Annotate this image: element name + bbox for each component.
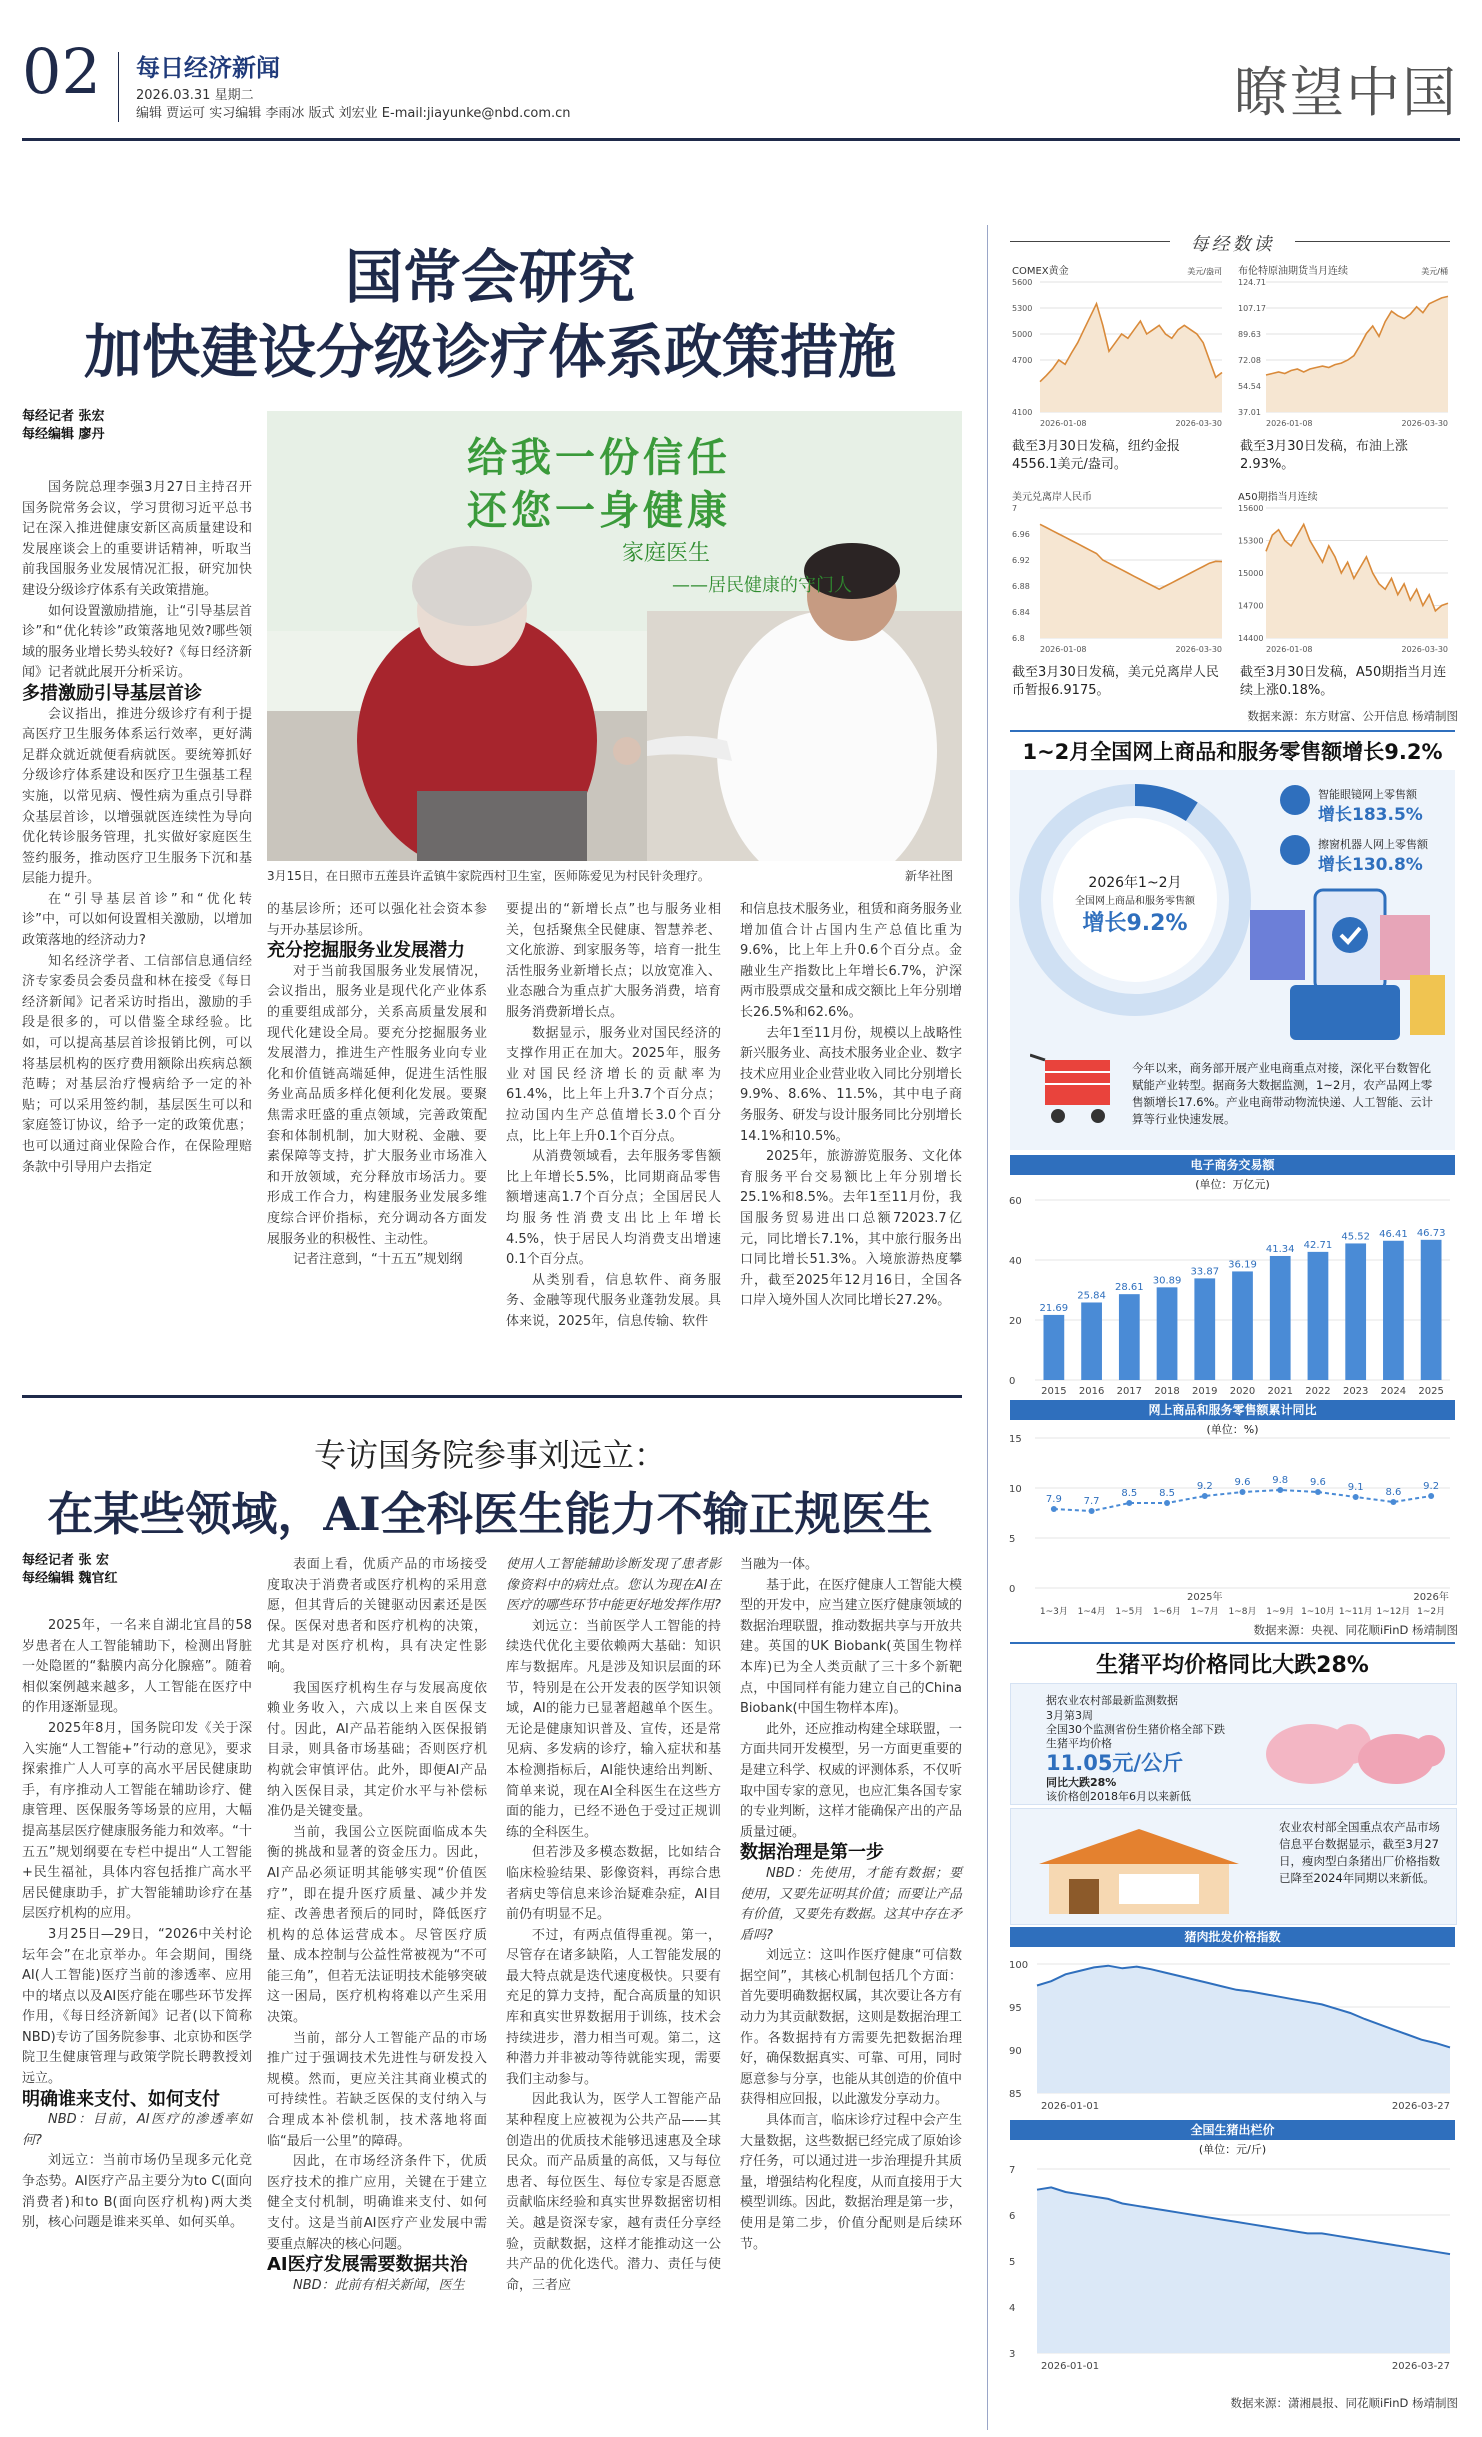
header-line-left — [1010, 241, 1170, 242]
brent-oil-chart — [1236, 262, 1456, 432]
data-point — [1240, 1489, 1246, 1495]
chart-title: COMEX黄金 — [1012, 266, 1069, 277]
data-point — [1089, 1508, 1095, 1514]
y-tick-label: 6.92 — [1012, 556, 1030, 565]
pig-box-1-l5: 同比大跌28% — [1046, 1776, 1117, 1789]
data-label: 28.61 — [1114, 1282, 1144, 1294]
section-name: 瞭望中国 — [1234, 61, 1458, 124]
paragraph: 对于当前我国服务业发展情况，会议指出，服务业是现代化产业体系的重要组成部分，关系高质量发展和现代化建设全局。要充分挖掘服务业发展潜力，推进生产性服务业向专业化和价值链高端延伸，促进生活性服务业高品质多样化便利化发展。要聚焦需求旺盛的重点领域，完善政策配套和体制机制，加大财税、金融、要素保障等支持，扩大服务业市场准入和开放领域，充分释放市场活力。要形成工作合力，构建服务业发展多维度综合评价指标，充分调动各方面发展服务业的积极性、主动性。 — [267, 963, 487, 1247]
data-label: 9.6 — [1310, 1477, 1326, 1488]
data-label: 42.71 — [1303, 1239, 1333, 1251]
paragraph: 从类别看，信息软件、商务服务、金融等现代服务业蓬勃发展。具体来说，2025年，信息传输、软件 — [506, 1272, 721, 1329]
paragraph: 的基层诊所；还可以强化社会资本参与开办基层诊所。 — [267, 902, 487, 938]
year-label: 2026年 — [1413, 1592, 1449, 1603]
x-tick-label: 2026-03-27 — [1391, 2101, 1450, 2112]
x-tick-label: 1~10月 — [1301, 1607, 1335, 1617]
article1-byline — [22, 408, 252, 444]
photo-slogan-2: 还您一身健康 — [467, 488, 731, 534]
x-tick-label: 2025 — [1418, 1386, 1444, 1397]
y-tick-label: 6.96 — [1012, 530, 1030, 539]
x-tick-label: 2026-01-08 — [1040, 419, 1087, 428]
photo-credit: 新华社图 — [905, 869, 954, 883]
x-tick-label: 2019 — [1192, 1386, 1218, 1397]
article1-title-line1: 国常会研究 — [344, 243, 635, 311]
y-tick-label: 89.63 — [1238, 330, 1261, 339]
retail-yoy-line-chart — [1005, 1418, 1457, 1618]
pig-box-1-l4: 生猪平均价格 — [1046, 1737, 1112, 1750]
chart-unit: 美元/盎司 — [1187, 267, 1222, 276]
data-label: 7.9 — [1045, 1494, 1062, 1505]
data-label: 9.8 — [1272, 1475, 1289, 1486]
paragraph: 当前，我国公立医院面临成本失衡的挑战和显著的资金压力。因此，AI产品必须证明其能够实现“价值医疗”，即在提升医疗质量、减少并发症、改善患者预后的同时，降低医疗机构的总体运营成本。尽管医疗质量、成本控制与公益性常被视为“不可能三角”，但若无法证明技术能够突破这一困局，医疗机构将难以产生采用决策。 — [267, 1824, 487, 2026]
donut-label-1: 2026年1~2月 — [1088, 875, 1182, 891]
a50-note: 截至3月30日发稿，A50期指当月连续上涨0.18%。 — [1240, 665, 1447, 698]
paragraph: 表面上看，优质产品的市场接受度取决于消费者或医疗机构的采用意愿，但其背后的关键驱动因素还是医保。医保对患者和医疗机构的决策，尤其是对医疗机构，具有决定性影响。 — [267, 1557, 487, 1675]
oil-note: 截至3月30日发稿，布油上涨2.93%。 — [1240, 439, 1408, 472]
x-tick-label: 2024 — [1380, 1386, 1407, 1397]
x-tick-label: 2026-03-30 — [1401, 645, 1448, 654]
x-tick-label: 2021 — [1267, 1386, 1293, 1397]
glasses-icon — [1280, 785, 1310, 815]
data-point — [1164, 1500, 1170, 1506]
bar — [1119, 1294, 1140, 1380]
photo-caption: 3月15日，在日照市五莲县许孟镇牛家院西村卫生室，医师陈爱见为村民针灸理疗。 — [267, 869, 710, 883]
data-label: 9.6 — [1234, 1477, 1251, 1488]
bar — [1081, 1302, 1102, 1380]
y-tick-label: 6 — [1009, 2211, 1016, 2222]
series-area — [1266, 296, 1448, 412]
x-tick-label: 1~11月 — [1338, 1607, 1373, 1617]
paragraph: 2025年，旅游游览服务、文化体育服务平台交易额比上年分别增长25.1%和8.5%。去年1至11月份，我国服务贸易进出口总额72023.7亿元，同比增长7.1%，其中旅行服务出口同比增长51.3%。入境旅游热度攀升，截至2025年12月16日，全国各口岸入境外国人次同比增长27.2%。 — [740, 1149, 962, 1309]
x-tick-label: 2026-03-30 — [1175, 645, 1222, 654]
article1-title-line2: 加快建设分级诊疗体系政策措施 — [83, 318, 896, 386]
paragraph: 会议指出，推进分级诊疗有利于提高医疗卫生服务体系运行效率，更好满足群众就近就便看病就医。要统筹抓好分级诊疗体系建设和医疗卫生强基工程实施，以常见病、慢性病为重点引导群众基层首诊，以增强就医连续性为导向优化转诊服务管理，扎实做好家庭医生签约服务，推动医疗卫生服务下沉和基层能力提升。 — [22, 706, 252, 887]
y-tick-label: 37.01 — [1238, 408, 1261, 417]
y-tick-label: 7 — [1012, 504, 1018, 513]
pig-box-2-text: 农业农村部全国重点农产品市场信息平台数据显示，截至3月27日，瘦肉型白条猪出厂价格指数已降至2024年同期以来新低。 — [1279, 1820, 1440, 1885]
shopping-illustration — [1230, 875, 1455, 1050]
source-note: 数据来源：东方财富、公开信息 杨靖制图 — [1247, 709, 1458, 723]
cny-note: 截至3月30日发稿，美元兑离岸人民币暂报6.9175。 — [1012, 665, 1219, 698]
chart-title: A50期指当月连续 — [1238, 492, 1318, 503]
y-tick-label: 14400 — [1238, 634, 1264, 643]
article2-title: 在某些领域，AI全科医生能力不输正规医生 — [47, 1487, 933, 1541]
y-tick-label: 0 — [1009, 1584, 1016, 1595]
y-tick-label: 3 — [1009, 2349, 1016, 2360]
question: NBD：此前有相关新闻，医生 — [293, 2277, 465, 2293]
pig-price-value: 11.05元/公斤 — [1046, 1751, 1184, 1775]
reporter: 每经记者 张 宏 — [22, 1553, 110, 1568]
ecommerce-chart-title: 电子商务交易额 — [1010, 1155, 1455, 1175]
y-tick-label: 5 — [1009, 1534, 1016, 1545]
question: 使用人工智能辅助诊断发现了患者影像资料中的病灶点。您认为现在AI在医疗的哪些环节中能更好地发挥作用? — [506, 1557, 721, 1614]
robot-value: 增长130.8% — [1318, 855, 1423, 875]
paragraph: 不过，有两点值得重视。第一，尽管存在诸多缺陷，人工智能发展的最大特点就是迭代速度极快。只要有充足的算力支持，配合高质量的知识库和真实世界数据用于训练，技术会持续进步，潜力相当可观。第二，这种潜力并非被动等待就能实现，需要我们主动参与。 — [506, 1927, 721, 2087]
x-tick-label: 1~4月 — [1077, 1607, 1106, 1617]
data-point — [1126, 1500, 1132, 1506]
retail-note: 今年以来，商务部开展产业电商重点对接，深化平台数智化赋能产业转型。据商务大数据监测，1~2月，农产品网上零售额增长17.6%。产业电商带动物流快递、人工智能、云计算等行业快速发展。 — [1132, 1061, 1434, 1126]
x-tick-label: 2026-03-30 — [1401, 419, 1448, 428]
subheading: 充分挖掘服务业发展潜力 — [267, 940, 465, 962]
pig-farm-illustration — [1019, 1819, 1269, 1919]
y-tick-label: 100 — [1009, 1960, 1029, 1971]
pig-box-2 — [1010, 1808, 1457, 1925]
chart-unit: 美元/桶 — [1421, 267, 1448, 276]
article1-column-4 — [740, 900, 962, 1312]
pork-index-line-chart — [1005, 1950, 1457, 2115]
x-tick-label: 1~3月 — [1039, 1607, 1068, 1617]
robot-icon — [1280, 835, 1310, 865]
pig-box-1 — [1010, 1683, 1457, 1805]
paragraph: 数据显示，服务业对国民经济的支撑作用正在加大。2025年，服务业对国民经济增长的贡献率为61.4%，比上年上升3.7个百分点；拉动国内生产总值增长3.0个百分点，比上年上升0.1个百分点。 — [506, 1025, 721, 1144]
paragraph: 此外，还应推动构建全球联盟，一方面共同开发模型，另一方面更重要的是建立科学、权威的评测体系，不仅听取中国专家的意见，也应汇集各国专家的专业判断，这样才能确保产出的产品质量过硬。 — [740, 1721, 962, 1840]
data-label: 8.5 — [1121, 1488, 1138, 1499]
y-tick-label: 14700 — [1238, 601, 1264, 611]
y-tick-label: 0 — [1009, 1376, 1016, 1387]
answer: 刘远立：当前市场仍呈现多元化竞争态势。AI医疗产品主要分为to C(面向消费者)和to B(面向医疗机构)两大类别，核心问题是谁来买单、如何买单。 — [22, 2153, 252, 2231]
y-tick-label: 6.8 — [1012, 634, 1025, 643]
subheading: 数据治理是第一步 — [740, 1842, 884, 1864]
data-point — [1353, 1494, 1359, 1500]
y-tick-label: 6.84 — [1012, 608, 1030, 617]
question: NBD：先使用，才能有数据；要使用，又要先证明其价值；而要让产品有价值，又要先有数据。这其中存在矛盾吗? — [740, 1865, 962, 1943]
x-tick-label: 2026-01-08 — [1266, 645, 1313, 654]
article2-byline — [22, 1552, 252, 1588]
bar — [1383, 1241, 1404, 1380]
a50-chart — [1236, 488, 1456, 658]
paragraph: 在“引导基层首诊”和“优化转诊”中，可以如何设置相关激励，以增加政策落地的经济动力? — [22, 891, 252, 949]
x-tick-label: 1~12月 — [1376, 1607, 1411, 1617]
data-point — [1051, 1506, 1057, 1512]
chart-title: 布伦特原油期货当月连续 — [1238, 266, 1348, 277]
answer: 刘远立：当前医学人工智能的持续迭代优化主要依赖两大基础：知识库与数据库。凡是涉及知识层面的环节，特别是在公开发表的医学知识领域，AI的能力已显著超越单个医生。无论是健康知识普及、宣传，还是常见病、多发病的诊疗，输入症状和基本检测指标后，AI能快速给出判断、简单来说，现在AI全科医生在这些方面的能力，已经不逊色于受过正规训练的全科医生。 — [506, 1618, 721, 1840]
data-point — [1202, 1493, 1208, 1499]
pig-box-1-l6: 该价格创2018年6月以来新低 — [1046, 1790, 1191, 1803]
paragraph: 2025年，一名来自湖北宜昌的58岁患者在人工智能辅助下，检测出肾脏一处隐匿的“黏膜内高分化腺癌”。随着相似案例越来越多，人工智能在医疗中的作用逐渐显现。 — [22, 1618, 252, 1716]
page-number: 02 — [22, 35, 101, 108]
paragraph: 去年1至11月份，规模以上战略性新兴服务业、高技术服务业企业、数字技术应用业企业营业收入同比分别增长9.9%、8.6%、11.5%，其中电子商务服务、研发与设计服务同比分别增长14.1%和10.5%。 — [740, 1025, 962, 1144]
photo-slogan-1: 给我一份信任 — [467, 435, 731, 481]
y-tick-label: 10 — [1009, 1484, 1022, 1495]
article1-column-1 — [22, 478, 252, 1178]
shopping-cart-icon — [1030, 1050, 1120, 1130]
x-tick-label: 1~9月 — [1266, 1607, 1295, 1617]
paragraph: 要提出的“新增长点”也与服务业相关，包括聚焦全民健康、智慧养老、文化旅游、到家服务等，培育一批生活性服务业新增长点；以放宽准入、业态融合为重点扩大服务消费，培育服务消费新增长点。 — [506, 902, 721, 1020]
x-tick-label: 2015 — [1041, 1386, 1067, 1397]
infographic-title: 1~2月全国网上商品和服务零售额增长9.2% — [1022, 740, 1443, 764]
paragraph: 从消费领域看，去年服务零售额比上年增长5.5%，比同期商品零售额增速高1.7个百分点；全国居民人均服务性消费支出比上年增长4.5%，快于居民人均消费支出增速0.1个百分点。 — [506, 1149, 721, 1268]
robot-label: 擦窗机器人网上零售额 — [1318, 838, 1428, 851]
y-tick-label: 5000 — [1012, 330, 1033, 339]
y-tick-label: 15000 — [1238, 569, 1264, 578]
chart-title: 美元兑离岸人民币 — [1012, 492, 1092, 503]
paragraph: 基于此，在医疗健康人工智能大模型的开发中，应当建立医疗健康领域的数据治理联盟，推动数据共享与开放共建。英国的UK Biobank(英国生物样本库)已为全人类贡献了三十多个新靶点，中国同样有能力建立自己的China Biobank(中国生物样本库)。 — [740, 1577, 962, 1717]
pig-divider — [1010, 1642, 1455, 1644]
paragraph: 我国医疗机构生存与发展高度依赖业务收入，六成以上来自医保支付。因此，AI产品若能纳入医保报销目录，则具备市场基础；否则医疗机构就会审慎评估。此外，即便AI产品纳入医保目录，其定价水平与补偿标准仍是关键变量。 — [267, 1680, 487, 1820]
gold-note: 截至3月30日发稿，纽约金报4556.1美元/盎司。 — [1012, 439, 1180, 472]
year-label: 2025年 — [1187, 1592, 1223, 1603]
data-label: 30.89 — [1152, 1275, 1182, 1287]
hog-price-chart-title: 全国生猪出栏价 — [1010, 2120, 1455, 2140]
x-tick-label: 2026-03-27 — [1391, 2361, 1450, 2372]
y-tick-label: 5600 — [1012, 278, 1033, 287]
y-tick-label: 4700 — [1012, 356, 1033, 365]
y-tick-label: 90 — [1009, 2046, 1022, 2057]
bar — [1194, 1278, 1215, 1380]
y-tick-label: 85 — [1009, 2089, 1022, 2100]
data-label: 7.7 — [1083, 1496, 1100, 1507]
paragraph: 因此，在市场经济条件下，优质医疗技术的推广应用，关键在于建立健全支付机制，明确谁来支付、如何支付。这是当前AI医疗产业发展中需要重点解决的核心问题。 — [267, 2154, 487, 2252]
y-tick-label: 4100 — [1012, 408, 1033, 417]
question: NBD：目前，AI医疗的渗透率如何? — [22, 2112, 252, 2148]
subheading: 多措激励引导基层首诊 — [22, 682, 202, 704]
y-tick-label: 5300 — [1012, 304, 1033, 313]
paragraph: 当前，部分人工智能产品的市场推广过于强调技术先进性与研发投入规模。然而，更应关注其商业模式的可持续性。若缺乏医保的支付纳入与合理成本补偿机制，技术落地将面临“最后一公里”的障碍。 — [267, 2030, 487, 2149]
y-tick-label: 107.17 — [1238, 304, 1266, 313]
y-tick-label: 15 — [1009, 1434, 1022, 1445]
donut-value: 增长9.2% — [1082, 911, 1188, 936]
data-point — [1428, 1493, 1434, 1499]
paragraph: 3月25日—29日，“2026中关村论坛年会”在北京举办。年会期间，围绕AI(人工智能)医疗当前的渗透率、应用中的堵点以及AI医疗能在哪些环节发挥作用，《每日经济新闻》记者(以下简称NBD)专访了国务院参事、北京协和医学院卫生健康管理与政策学院长聘教授刘远立。 — [22, 1926, 252, 2087]
subheading: AI医疗发展需要数据共治 — [267, 2254, 468, 2276]
paragraph: 2025年8月，国务院印发《关于深入实施“人工智能+”行动的意见》，要求探索推广人人可享的高水平居民健康助手，有序推动人工智能在辅助诊疗、健康管理、医保服务等场景的应用，大幅提高基层医疗健康服务能力和效率。“十五五”规划纲要在专栏中提出“人工智能+民生福祉，具体内容包括推广高水平居民健康助手，扩大智能辅助诊疗在基层医疗机构的应用。 — [22, 1720, 252, 1922]
paragraph: 具体而言，临床诊疗过程中会产生大量数据，这些数据已经完成了原始诊疗任务，可以通过进一步治理提升其质量，增强结构化程度，从而直接用于大模型训练。因此，数据治理是第一步，使用是第二步，价值分配则是后续环节。 — [740, 2113, 962, 2252]
data-label: 21.69 — [1039, 1302, 1069, 1314]
article2-column-2 — [267, 1555, 487, 2296]
article2-column-4 — [740, 1555, 962, 2255]
retail-yoy-chart-title: 网上商品和服务零售额累计同比 — [1010, 1400, 1455, 1420]
retail-yoy-unit: (单位：%) — [1206, 1423, 1259, 1436]
x-tick-label: 2026-01-08 — [1040, 645, 1087, 654]
y-tick-label: 40 — [1009, 1256, 1022, 1267]
masthead-divider — [118, 52, 119, 122]
hog-price-unit: (单位：元/斤) — [1198, 2143, 1267, 2156]
data-label: 41.34 — [1265, 1243, 1295, 1255]
x-tick-label: 1~8月 — [1228, 1607, 1257, 1617]
data-label: 8.6 — [1385, 1487, 1402, 1498]
data-label: 25.84 — [1077, 1290, 1106, 1302]
gold-price-chart — [1010, 262, 1230, 432]
y-tick-label: 95 — [1009, 2003, 1022, 2014]
data-label: 46.73 — [1416, 1227, 1446, 1239]
data-label: 9.1 — [1347, 1482, 1364, 1493]
paragraph: 和信息技术服务业，租赁和商务服务业增加值合计占国内生产总值比重为9.6%，比上年上升0.6个百分点。金融业生产指数比上年增长6.7%，沪深两市股票成交量和成交额比上年分别增长26.5%和62.6%。 — [740, 902, 962, 1020]
data-label: 9.2 — [1423, 1481, 1440, 1492]
data-label: 8.5 — [1159, 1488, 1175, 1499]
bar — [1043, 1315, 1064, 1380]
bar — [1157, 1287, 1178, 1380]
x-tick-label: 2026-01-01 — [1041, 2101, 1100, 2112]
pig-section-title: 生猪平均价格同比大跌28% — [1096, 1653, 1369, 1678]
pig-illustration — [1251, 1699, 1446, 1794]
data-point — [1390, 1499, 1396, 1505]
x-tick-label: 1~7月 — [1190, 1607, 1219, 1617]
ecommerce-bar-chart — [1005, 1190, 1457, 1400]
series-area — [1037, 2187, 1450, 2353]
y-tick-label: 15300 — [1238, 536, 1264, 546]
x-tick-label: 2026-01-01 — [1041, 2361, 1100, 2372]
usd-cny-chart — [1010, 488, 1230, 658]
x-tick-label: 2023 — [1342, 1386, 1369, 1397]
bar — [1270, 1256, 1291, 1380]
x-tick-label: 2026-01-08 — [1266, 419, 1313, 428]
article2-kicker: 专访国务院参事刘远立： — [313, 1436, 666, 1474]
pig-box-1-l1: 据农业农村部最新监测数据 — [1046, 1694, 1178, 1707]
ecommerce-chart-unit: (单位：万亿元) — [1195, 1178, 1270, 1191]
answer: 刘远立：这叫作医疗健康“可信数据空间”，其核心机制包括几个方面：首先要明确数据权属，其次要让各方有动力为其贡献数据，这则是数据治理工作。各数据持有方需要先把数据治理好，确保数据真实、可靠、可用，同时愿意参与分享，也能从其创造的价值中获得相应回报，以此激发分享动力。 — [740, 1948, 962, 2108]
paragraph: 记者注意到，“十五五”规划纲 — [293, 1252, 463, 1268]
pig-box-1-l3: 全国30个监测省份生猪价格全部下跌 — [1046, 1723, 1225, 1736]
data-label: 36.19 — [1228, 1259, 1257, 1271]
data-section-header — [1010, 230, 1450, 255]
paragraph: 知名经济学者、工信部信息通信经济专家委员会委员盘和林在接受《每日经济新闻》记者采访时指出，激励的手段是很多的，可以借鉴全球经验。比如，可以提高基层首诊报销比例，可以将基层机构的医疗费用额除出疾病总额范畴；对基层治疗慢病给予一定的补贴；可以采用签约制，基层医生可以和家庭签订协议，给予一定的政策优惠；也可以通过商业保险合作，在保险理赔条款中引导用户去指定 — [22, 953, 252, 1175]
hog-price-line-chart — [1005, 2155, 1457, 2375]
y-tick-label: 124.71 — [1238, 278, 1266, 287]
paragraph: 国务院总理李强3月27日主持召开国务院常务会议，学习贯彻习近平总书记在深入推进健康安新区高质量建设和发展座谈会上的重要讲话精神，听取当前我国服务业发展情况汇报，研究加快建设分级诊疗体系有关政策措施。 — [22, 480, 252, 598]
bar — [1345, 1243, 1366, 1380]
bar — [1232, 1271, 1253, 1380]
header-line-right — [1295, 241, 1450, 242]
paper-name: 每日经济新闻 — [136, 54, 280, 82]
article1-photo — [267, 411, 962, 861]
y-tick-label: 60 — [1009, 1196, 1022, 1207]
x-tick-label: 1~6月 — [1153, 1607, 1182, 1617]
paragraph: 当融为一体。 — [740, 1557, 819, 1572]
editor: 每经编辑 廖丹 — [22, 427, 105, 442]
article1-column-2 — [267, 900, 487, 1271]
bar — [1421, 1240, 1442, 1380]
y-tick-label: 6.88 — [1012, 582, 1030, 591]
article2-column-1 — [22, 1616, 252, 2234]
photo-slogan-4: ——居民健康的守门人 — [672, 575, 852, 596]
info-divider — [1010, 730, 1455, 732]
editor: 每经编辑 魏官红 — [22, 1571, 118, 1586]
glasses-value: 增长183.5% — [1318, 805, 1423, 825]
editor-credits: 编辑 贾运可 实习编辑 李雨冰 版式 刘宏业 E-mail:jiayunke@nbd.com.cn — [136, 106, 571, 121]
data-label: 45.52 — [1341, 1231, 1371, 1243]
paragraph: 因此我认为，医学人工智能产品某种程度上应被视为公共产品——其创造出的优质技术能够迅速惠及全球民众。而产品质量的高低，又与每位患者、每位医生、每位专家是否愿意贡献临床经验和真实世界数据密切相关。越是资深专家，越有责任分享经验，贡献数据，这样才能推动这一公共产品的优化迭代。潜力、责任与使命，三者应 — [506, 2092, 721, 2293]
data-point — [1315, 1489, 1321, 1495]
paragraph: 但若涉及多模态数据，比如结合临床检验结果、影像资料，再综合患者病史等信息来诊治疑难杂症，AI目前仍有明显不足。 — [506, 1845, 721, 1923]
x-tick-label: 2020 — [1229, 1386, 1256, 1397]
issue-date: 2026.03.31 星期二 — [136, 88, 254, 103]
data-label: 9.2 — [1196, 1481, 1213, 1492]
x-tick-label: 2022 — [1305, 1386, 1331, 1397]
x-tick-label: 2018 — [1154, 1386, 1180, 1397]
series-area — [1037, 1966, 1450, 2093]
masthead-rule — [22, 138, 1460, 141]
x-tick-label: 1~2月 — [1417, 1607, 1446, 1617]
data-point — [1277, 1487, 1283, 1493]
series-area — [1040, 524, 1222, 638]
data-section-title: 每经数读 — [1190, 234, 1275, 255]
article2-column-3 — [506, 1555, 721, 2296]
article-divider — [22, 1395, 962, 1398]
x-tick-label: 2017 — [1116, 1386, 1143, 1397]
article1-column-3 — [506, 900, 721, 1332]
x-tick-label: 2016 — [1078, 1386, 1105, 1397]
y-tick-label: 15600 — [1238, 504, 1264, 513]
y-tick-label: 7 — [1009, 2165, 1016, 2176]
subheading: 明确谁来支付、如何支付 — [22, 2088, 220, 2110]
bar — [1308, 1252, 1329, 1380]
y-tick-label: 4 — [1009, 2303, 1016, 2314]
source-note-3: 数据来源：潇湘晨报、同花顺iFinD 杨靖制图 — [1230, 2396, 1458, 2410]
sidebar-divider — [987, 225, 988, 2430]
y-tick-label: 5 — [1009, 2257, 1016, 2268]
x-tick-label: 1~5月 — [1115, 1607, 1144, 1617]
source-note-2: 数据来源：央视、同花顺iFinD 杨靖制图 — [1253, 1623, 1458, 1637]
donut-label-2: 全国网上商品和服务零售额 — [1075, 896, 1195, 907]
y-tick-label: 72.08 — [1238, 356, 1261, 366]
pig-box-1-l2: 3月第3周 — [1046, 1709, 1093, 1722]
y-tick-label: 20 — [1009, 1316, 1022, 1327]
series-area — [1040, 304, 1222, 412]
reporter: 每经记者 张宏 — [22, 409, 105, 424]
y-tick-label: 54.54 — [1238, 382, 1261, 392]
pork-index-chart-title: 猪肉批发价格指数 — [1010, 1927, 1455, 1947]
glasses-label: 智能眼镜网上零售额 — [1318, 788, 1417, 801]
data-label: 46.41 — [1379, 1228, 1408, 1240]
x-tick-label: 2026-03-30 — [1175, 419, 1222, 428]
photo-slogan-3: 家庭医生 — [622, 541, 711, 566]
paragraph: 如何设置激励措施，让“引导基层首诊”和“优化转诊”政策落地见效?哪些领域的服务业增长势头较好?《每日经济新闻》记者就此展开分析采访。 — [22, 603, 252, 681]
data-label: 33.87 — [1190, 1266, 1220, 1278]
